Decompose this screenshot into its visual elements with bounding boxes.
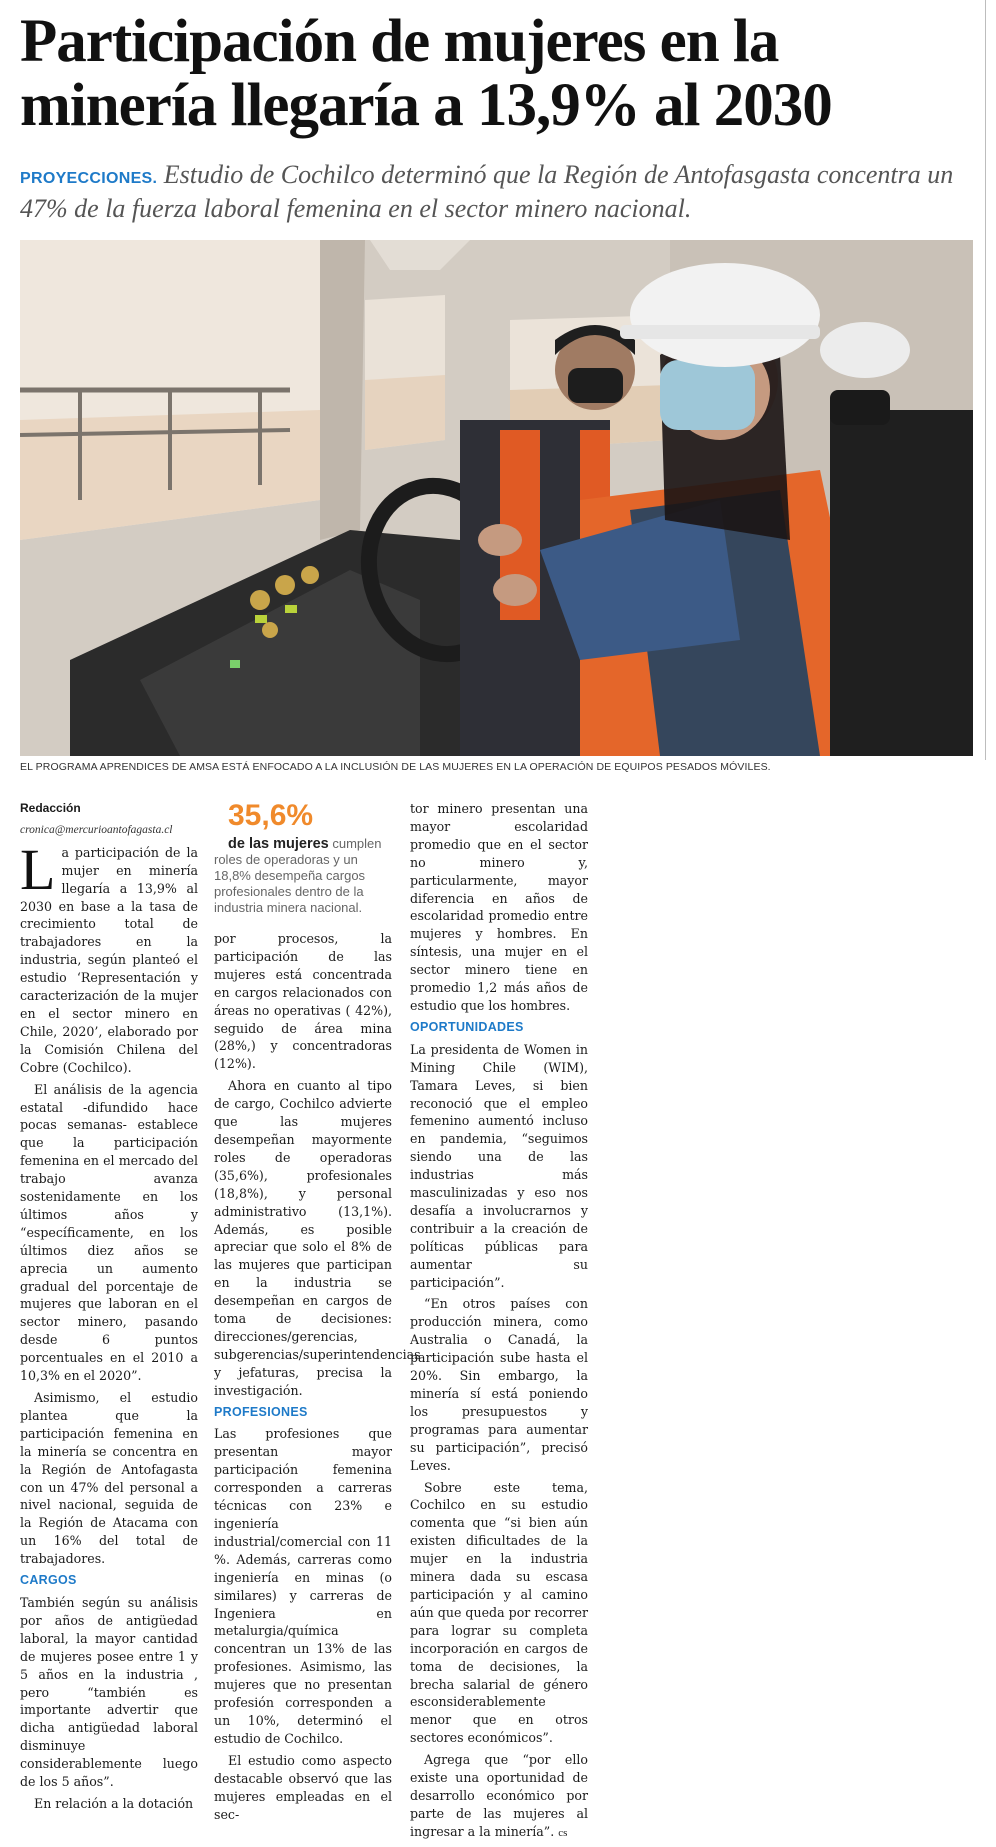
end-mark: cs (558, 1826, 568, 1839)
byline: Redacción (20, 801, 81, 815)
paragraph: Las profesiones que presentan mayor participación femenina corresponden a carreras técnicas con 23% e ingeniería industrial/comercial con 11 %. Además, carreras como ingeniería en minas (o similares) y carreras de Ingeniera en metalurgia/química concentran un 13% de las profesiones. Asimismo, las mujeres que no presentan profesión corresponden a un 10%, determinó el estudio de Cochilco. (214, 1426, 392, 1746)
paragraph: El estudio como aspecto destacable observó que las mujeres empleadas en el sec- (214, 1752, 392, 1822)
pull-quote (214, 800, 392, 916)
paragraph: “En otros países con producción minera, como Australia o Canadá, la participación sube hasta el 20%. Sin embargo, la minería sí está poniendo los presupuestos y programas para aumentar su participación”, precisó Leves. (410, 1296, 588, 1473)
deck-text: Estudio de Cochilco determinó que la Región de Antofasgasta concentra un 47% de la fuerza laboral femenina en el sector minero nacional. (20, 160, 954, 223)
paragraph-text: Agrega que “por ello existe una oportunidad de desarrollo económico por parte de las mujeres al ingresar a la minería”. (410, 1752, 588, 1839)
paragraph: tor minero presentan una mayor escolaridad promedio que en el sector no minero y, particularmente, mayor diferencia en años de escolaridad promedio entre mujeres y hombres. En síntesis, una mujer en el sector minero tiene en promedio 1,2 más años de estudio que los hombres. (410, 801, 588, 1013)
subhead-oportunidades: OPORTUNIDADES (410, 1019, 524, 1034)
kicker: PROYECCIONES. (20, 170, 158, 187)
paragraph: por procesos, la participación de las mujeres está concentrada en cargos relacionados con áreas no operativas ( 42%), seguido de área mina (28%,) y concentradoras (12%). (214, 931, 392, 1072)
column-3 (410, 800, 588, 1847)
pull-quote-body: cumplen roles de operadoras y un 18,8% desempeña cargos profesionales dentro de la industria minera nacional. (214, 836, 382, 915)
author-email: cronica@mercurioantofagasta.cl (20, 823, 173, 836)
column-rule (985, 0, 986, 760)
paragraph-text: a participación de la mujer en minería llegaría a 13,9% al 2030 en base a la tasa de crecimiento total de trabajadores en la industria, según planteó el estudio ‘Representación y caracterización de la mujer en el sector minero en Chile, 2020’, elaborado por la Comisión Chilena del Cobre (Cochilco). (20, 844, 198, 1075)
paragraph: Asimismo, el estudio plantea que la participación femenina en la minería se concentra en la Región de Antofagasta con un 47% del personal a nivel nacional, seguida de la Región de Atacama con un 16% del total de trabajadores. (20, 1390, 198, 1567)
photo-caption: EL PROGRAMA APRENDICES DE AMSA ESTÁ ENFOCADO A LA INCLUSIÓN DE LAS MUJERES EN LA OPERACIÓN DE EQUIPOS PESADOS MÓVILES. (20, 761, 771, 773)
paragraph: También según su análisis por años de antigüedad laboral, la mayor cantidad de mujeres posee entre 1 y 5 años en la industria , pero “también es importante advertir que dicha antigüedad laboral disminuye considerablemente luego de los 5 años”. (20, 1594, 198, 1790)
pull-quote-number: 35,6% (228, 799, 314, 832)
column-1 (20, 800, 198, 1817)
headline: Participación de mujeres en la minería llegaría a 13,9% al 2030 (20, 8, 832, 139)
paragraph: Sobre este tema, Cochilco en su estudio comenta que “si bien aún existen dificultades de la mujer en la industria minera dada su escasa participación y al camino aún que queda por recorrer para lograr su completa incorporación en cargos de toma de decisiones, la brecha salarial de género esconsiderablemente menor que en otros sectores económicos”. (410, 1479, 588, 1746)
paragraph: El análisis de la agencia estatal -difundido hace pocas semanas- establece que la participación femenina en el mercado del trabajo avanza sostenidamente en los últimos años y “específicamente, en los últimos diez años se aprecia un aumento gradual del porcentaje de mujeres que laboran en el sector minero, pasando desde 6 puntos porcentuales en el 2010 a 10,3% en el 2020”. (20, 1081, 198, 1384)
article-photo (20, 240, 973, 756)
deck (20, 160, 980, 224)
subhead-profesiones: PROFESIONES (214, 1404, 308, 1419)
drop-cap: L (20, 836, 56, 902)
paragraph: Ahora en cuanto al tipo de cargo, Cochilco advierte que las mujeres desempeñan mayormente roles de operadoras (35,6%), profesionales (18,8%), y personal administrativo (13,1%). Además, es posible apreciar que solo el 8% de las mujeres que participan en la industria se desempeñan en cargos de toma de decisiones: direcciones/gerencias, subgerencias/superintendencias y jefaturas, precisa la investigación. (214, 1078, 421, 1398)
column-2 (214, 799, 421, 1827)
paragraph: En relación a la dotación (34, 1795, 194, 1811)
paragraph (410, 1751, 588, 1843)
pull-quote-text (214, 836, 392, 916)
paragraph: La presidenta de Women in Mining Chile (WIM), Tamara Leves, si bien reconoció que el empleo femenino aumentó incluso en pandemia, “seguimos siendo una de las industrias más masculinizadas y eso nos desafía a involucrarnos y contribuir a la creación de políticas públicas para aumentar su participación”. (410, 1041, 588, 1290)
paragraph (20, 836, 198, 1077)
pull-quote-lead: de las mujeres (228, 836, 329, 852)
subhead-cargos: CARGOS (20, 1573, 77, 1588)
